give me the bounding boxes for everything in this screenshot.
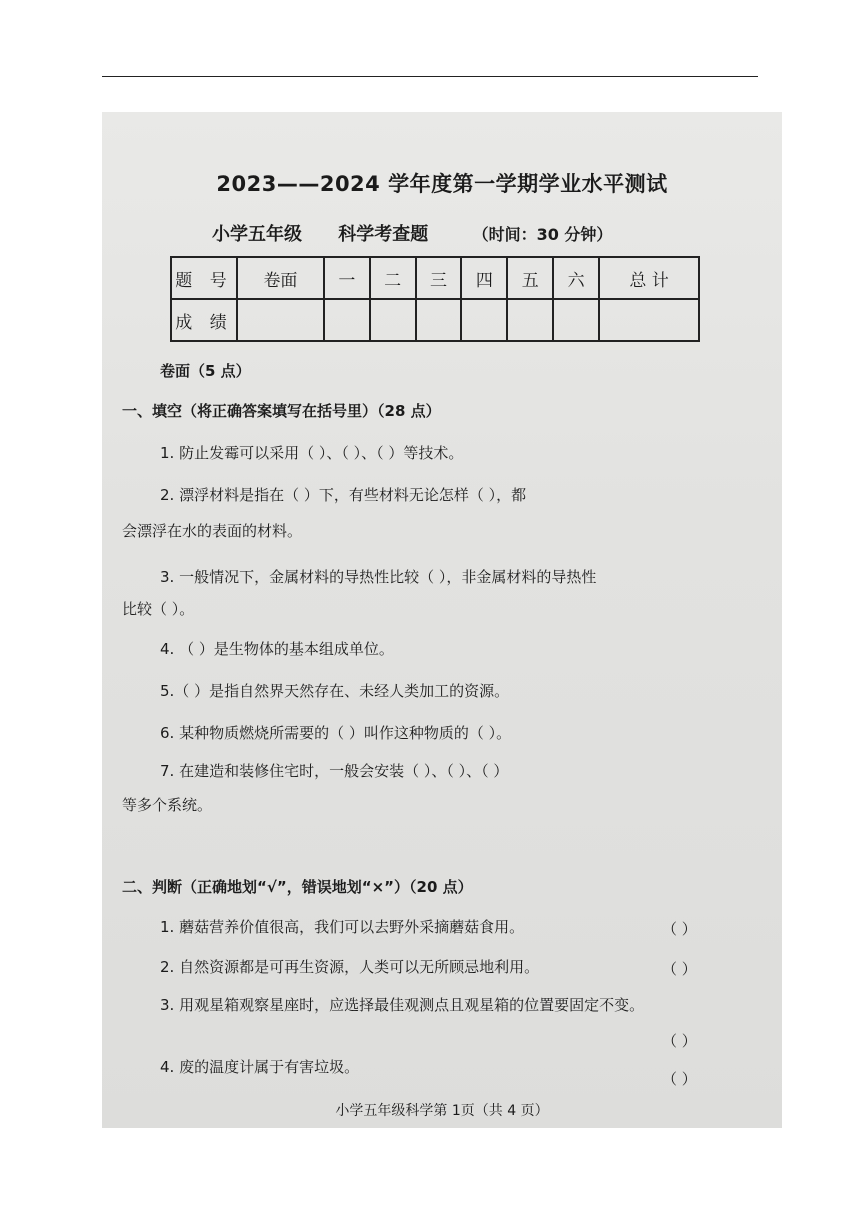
section2-heading: 二、判断（正确地划“√”，错误地划“×”）（20 点） — [122, 878, 473, 896]
fill-question-4: 4. （ ）是生物体的基本组成单位。 — [160, 640, 394, 658]
exam-title: 2023——2024 学年度第一学期学业水平测试 — [216, 172, 668, 196]
fill-question-3-cont: 比较（ ）。 — [122, 600, 195, 618]
judge-question-2: 2. 自然资源都是可再生资源，人类可以无所顾忌地利用。 — [160, 958, 540, 976]
score-header-cell: 三 — [416, 257, 462, 299]
answer-parens: （ ） — [662, 1070, 697, 1088]
section1-heading: 一、填空（将正确答案填写在括号里）（28 点） — [122, 402, 441, 420]
judge-question-4: 4. 废的温度计属于有害垃圾。 — [160, 1058, 360, 1076]
score-cell — [599, 299, 699, 341]
answer-parens: （ ） — [662, 960, 697, 978]
score-header-cell: 一 — [324, 257, 370, 299]
subject-label: 科学考查题 — [338, 224, 429, 245]
score-header-cell: 卷面 — [237, 257, 324, 299]
score-cell — [324, 299, 370, 341]
score-header-cell: 二 — [370, 257, 416, 299]
score-cell — [370, 299, 416, 341]
time-label: （时间：30 分钟） — [472, 225, 613, 244]
exam-subtitle — [212, 220, 642, 246]
fill-question-2-cont: 会漂浮在水的表面的材料。 — [122, 522, 303, 540]
score-cell — [461, 299, 507, 341]
score-header-cell: 五 — [507, 257, 553, 299]
answer-parens: （ ） — [662, 920, 697, 938]
score-table — [170, 256, 700, 342]
score-header-cell: 四 — [461, 257, 507, 299]
score-table-score-row — [171, 299, 699, 341]
fill-question-6: 6. 某种物质燃烧所需要的（ ）叫作这种物质的（ ）。 — [160, 724, 512, 742]
fill-question-7-cont: 等多个系统。 — [122, 796, 213, 814]
fill-question-5: 5.（ ）是指自然界天然存在、未经人类加工的资源。 — [160, 682, 510, 700]
top-rule — [102, 76, 758, 77]
score-cell — [416, 299, 462, 341]
score-table-header-row — [171, 257, 699, 299]
judge-question-1: 1. 蘑菇营养价值很高，我们可以去野外采摘蘑菇食用。 — [160, 918, 525, 936]
page-footer: 小学五年级科学第 1页（共 4 页） — [335, 1103, 549, 1119]
fill-question-3: 3. 一般情况下，金属材料的导热性比较（ ），非金属材料的导热性 — [160, 568, 597, 586]
judge-question-3: 3. 用观星箱观察星座时，应选择最佳观测点且观星箱的位置要固定不变。 — [160, 996, 645, 1014]
score-cell — [507, 299, 553, 341]
score-header-cell: 题 号 — [171, 257, 237, 299]
neatness-label: 卷面（5 点） — [160, 362, 251, 380]
score-header-cell: 六 — [553, 257, 599, 299]
fill-question-2: 2. 漂浮材料是指在（ ）下，有些材料无论怎样（ ），都 — [160, 486, 527, 504]
grade-label: 小学五年级 — [212, 224, 302, 245]
score-cell — [237, 299, 324, 341]
score-row-label: 成 绩 — [171, 299, 237, 341]
fill-question-7: 7. 在建造和装修住宅时，一般会安装（ ）、（ ）、（ ） — [160, 762, 509, 780]
fill-question-1: 1. 防止发霉可以采用（ ）、（ ）、（ ）等技术。 — [160, 444, 464, 462]
score-header-cell: 总 计 — [599, 257, 699, 299]
answer-parens: （ ） — [662, 1032, 697, 1050]
exam-page-photo — [102, 112, 782, 1128]
score-cell — [553, 299, 599, 341]
